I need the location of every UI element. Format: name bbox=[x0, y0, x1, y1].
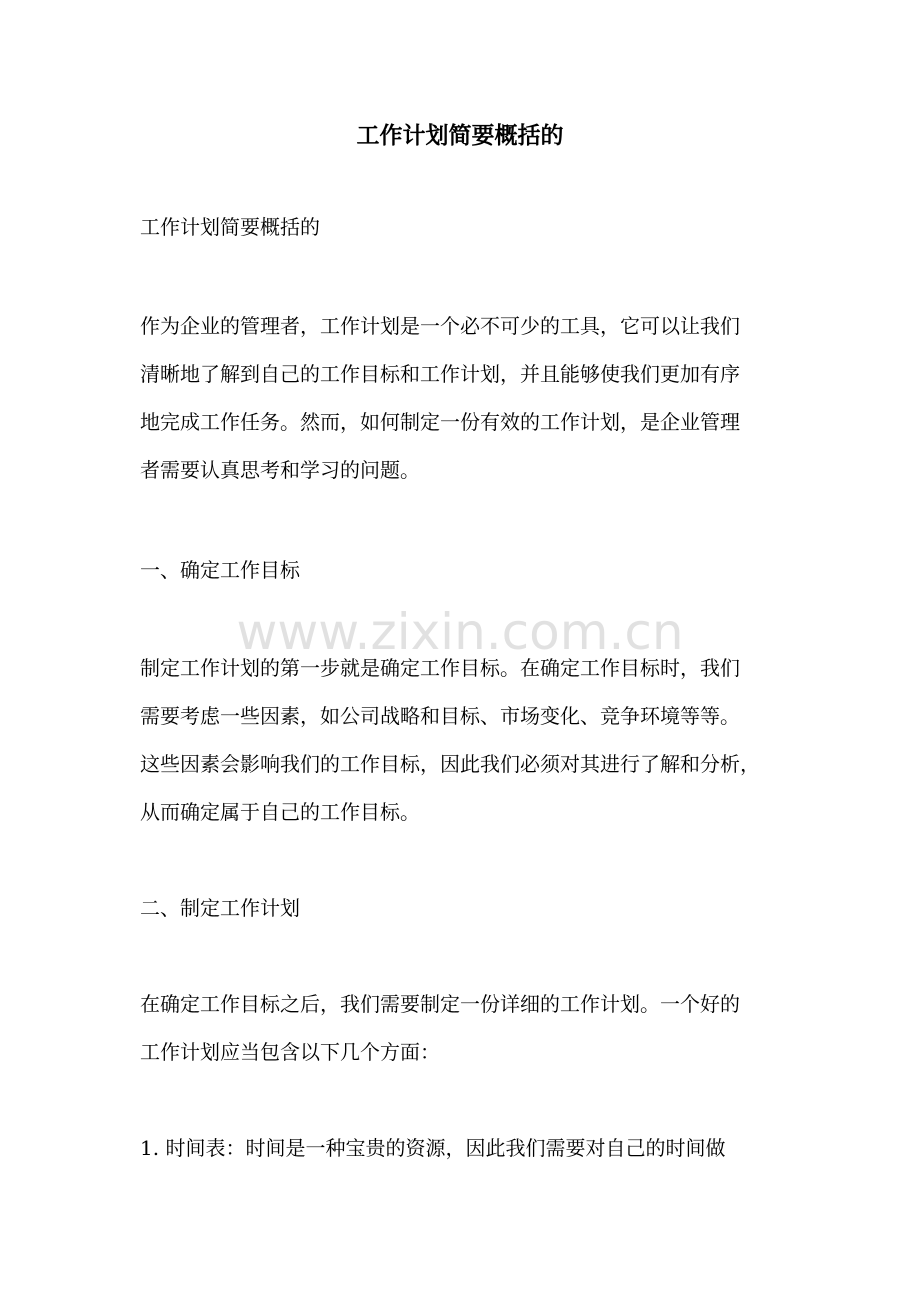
section1-paragraph bbox=[140, 644, 790, 836]
section2-heading bbox=[140, 884, 790, 932]
section2-paragraph bbox=[140, 980, 790, 1076]
section2-line-1: 在确定工作目标之后，我们需要制定一份详细的工作计划。一个好的 bbox=[140, 992, 740, 1016]
section1-line-2: 需要考虑一些因素，如公司战略和目标、市场变化、竞争环境等等。 bbox=[140, 704, 740, 728]
section1-line-1: 制定工作计划的第一步就是确定工作目标。在确定工作目标时，我们 bbox=[140, 656, 740, 680]
document-subtitle bbox=[140, 203, 790, 251]
intro-line-2: 清晰地了解到自己的工作目标和工作计划，并且能够使我们更加有序 bbox=[140, 362, 740, 386]
intro-line-1: 作为企业的管理者，工作计划是一个必不可少的工具，它可以让我们 bbox=[140, 314, 740, 338]
intro-line-4: 者需要认真思考和学习的问题。 bbox=[140, 458, 420, 482]
intro-line-3: 地完成工作任务。然而，如何制定一份有效的工作计划，是企业管理 bbox=[140, 410, 740, 434]
watermark: www.zixin.com.cn bbox=[236, 603, 684, 661]
list-item-1 bbox=[140, 1124, 790, 1172]
subtitle-line: 工作计划简要概括的 bbox=[140, 215, 320, 239]
section1-line-4: 从而确定属于自己的工作目标。 bbox=[140, 800, 420, 824]
section1-line-3: 这些因素会影响我们的工作目标，因此我们必须对其进行了解和分析， bbox=[140, 752, 760, 776]
document-title: 工作计划简要概括的 bbox=[356, 122, 564, 149]
section1-heading-text: 一、确定工作目标 bbox=[140, 558, 300, 582]
list-item-1-line-1: 1. 时间表：时间是一种宝贵的资源，因此我们需要对自己的时间做 bbox=[140, 1136, 726, 1160]
section1-heading bbox=[140, 546, 790, 594]
section2-line-2: 工作计划应当包含以下几个方面： bbox=[140, 1040, 440, 1064]
intro-paragraph bbox=[140, 302, 790, 494]
section2-heading-text: 二、制定工作计划 bbox=[140, 896, 300, 920]
